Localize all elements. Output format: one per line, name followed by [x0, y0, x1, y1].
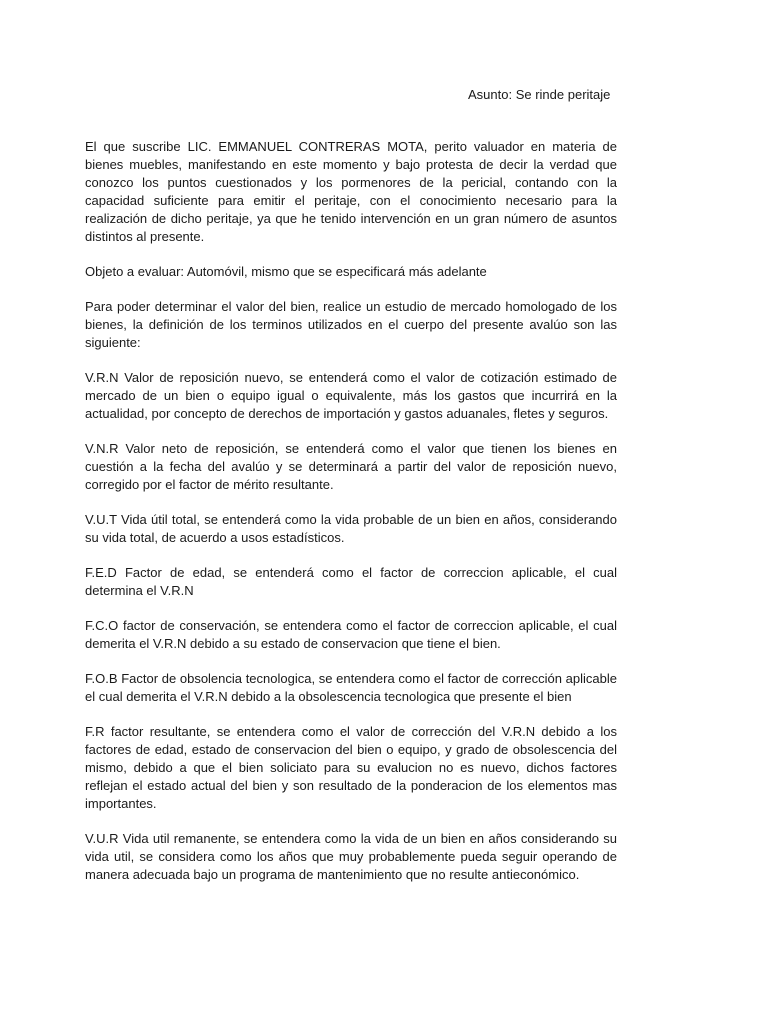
paragraph-object: Objeto a evaluar: Automóvil, mismo que se especificará más adelante	[85, 264, 487, 279]
paragraph-definition-fob: F.O.B Factor de obsolencia tecnologica, se entendera como el factor de corrección aplicable el cual demerita el V.R.N debido a la obsolescencia tecnologica que presente el bien	[85, 671, 617, 704]
paragraph-definition-vnr: V.N.R Valor neto de reposición, se entenderá como el valor que tienen los bienes en cuestión a la fecha del avalúo y se determinará a partir del valor de reposición nuevo, corregido por el factor de mérito resultante.	[85, 441, 617, 492]
paragraph-definition-vut: V.U.T Vida útil total, se entenderá como la vida probable de un bien en años, considerando su vida total, de acuerdo a usos estadísticos.	[85, 512, 617, 545]
subject-line: Asunto: Se rinde peritaje	[468, 87, 611, 102]
paragraph-definition-fco: F.C.O factor de conservación, se entendera como el factor de correccion aplicable, el cual demerita el V.R.N debido a su estado de conservacion que tiene el bien.	[85, 618, 617, 651]
paragraph-definition-fed: F.E.D Factor de edad, se entenderá como el factor de correccion aplicable, el cual determina el V.R.N	[85, 565, 617, 598]
paragraph-introduction: El que suscribe LIC. EMMANUEL CONTRERAS MOTA, perito valuador en materia de bienes muebles, manifestando en este momento y bajo protesta de decir la verdad que conozco los puntos cuestionados y los pormenores de la pericial, contando con la capacidad suficiente para emitir el peritaje, con el conocimiento necesario para la realización de dicho peritaje, ya que he tenido intervención en un gran número de asuntos distintos al presente.	[85, 139, 617, 244]
paragraph-definition-fr: F.R factor resultante, se entendera como el valor de corrección del V.R.N debido a los factores de edad, estado de conservacion del bien o equipo, y grado de obsolescencia del mismo, debido a que el bien soliciato para su evalucion no es nuevo, dichos factores reflejan el estado actual del bien y son resultado de la ponderacion de los elementos mas importantes.	[85, 724, 617, 811]
document-body	[85, 138, 617, 901]
paragraph-methodology: Para poder determinar el valor del bien, realice un estudio de mercado homologado de los bienes, la definición de los terminos utilizados en el cuerpo del presente avalúo son las siguiente:	[85, 299, 617, 350]
paragraph-definition-vur: V.U.R Vida util remanente, se entendera como la vida de un bien en años considerando su vida util, se considera como los años que muy probablemente pueda seguir operando de manera adecuada bajo un programa de mantenimiento que no resulte antieconómico.	[85, 831, 617, 882]
paragraph-definition-vrn: V.R.N Valor de reposición nuevo, se entenderá como el valor de cotización estimado de mercado de un bien o equipo igual o equivalente, más los gastos que incurrirá en la actualidad, por concepto de derechos de importación y gastos aduanales, fletes y seguros.	[85, 370, 617, 421]
